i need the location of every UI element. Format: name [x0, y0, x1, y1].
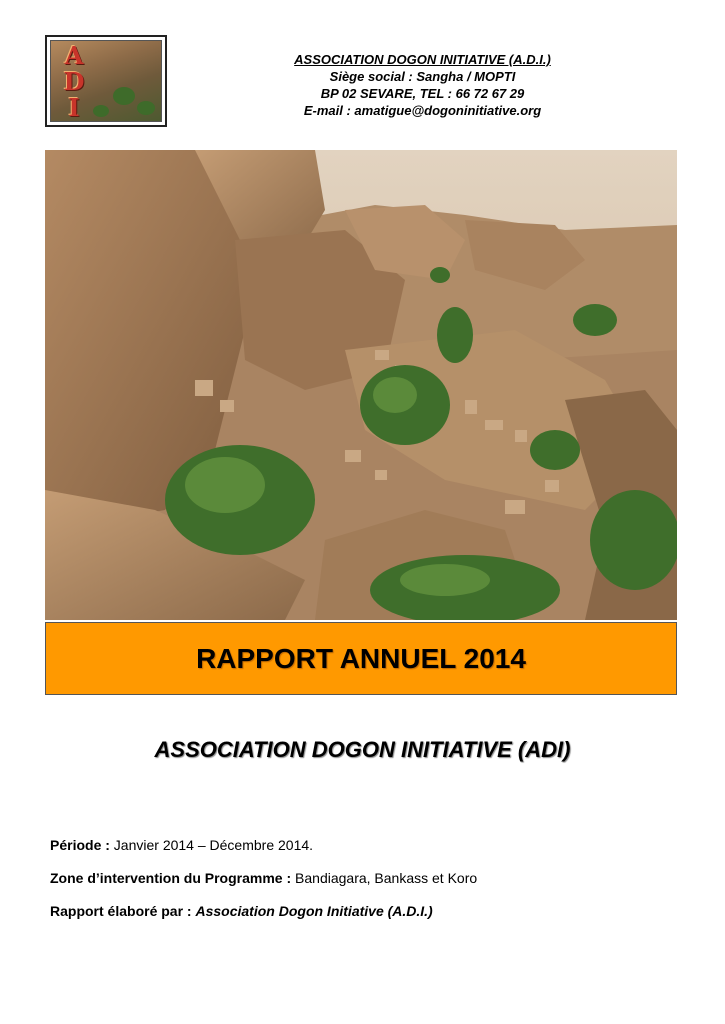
- zone-line: [50, 869, 477, 887]
- logo-image: [50, 40, 162, 122]
- cover-photo-cliffs: [45, 150, 677, 620]
- logo-letters: [61, 43, 87, 121]
- header-siege: Siège social : Sangha / MOPTI: [329, 69, 516, 84]
- zone-value: Bandiagara, Bankass et Koro: [295, 870, 478, 886]
- logo-letter-a: A: [64, 41, 84, 70]
- logo-letter-d: D: [63, 67, 85, 96]
- rapport-line: [50, 902, 433, 920]
- periode-label: Période :: [50, 837, 110, 853]
- organization-subtitle: ASSOCIATION DOGON INITIATIVE (ADI): [154, 737, 571, 762]
- header-org-name: ASSOCIATION DOGON INITIATIVE (A.D.I.): [294, 52, 551, 67]
- zone-label: Zone d’intervention du Programme :: [50, 870, 292, 886]
- cliff-landscape-illustration: [45, 150, 677, 620]
- title-banner: [45, 622, 677, 695]
- report-title: RAPPORT ANNUEL 2014: [196, 642, 526, 674]
- header-address: BP 02 SEVARE, TEL : 66 72 67 29: [320, 86, 525, 101]
- logo: [45, 35, 167, 127]
- logo-letter-i: I: [68, 93, 80, 122]
- header-email: E-mail : amatigue@dogoninitiative.org: [303, 103, 542, 118]
- header-contact: [195, 51, 650, 119]
- rapport-label: Rapport élaboré par :: [50, 903, 192, 919]
- rapport-value: Association Dogon Initiative (A.D.I.): [195, 903, 433, 919]
- periode-value: Janvier 2014 – Décembre 2014.: [113, 837, 314, 853]
- periode-line: [50, 836, 313, 854]
